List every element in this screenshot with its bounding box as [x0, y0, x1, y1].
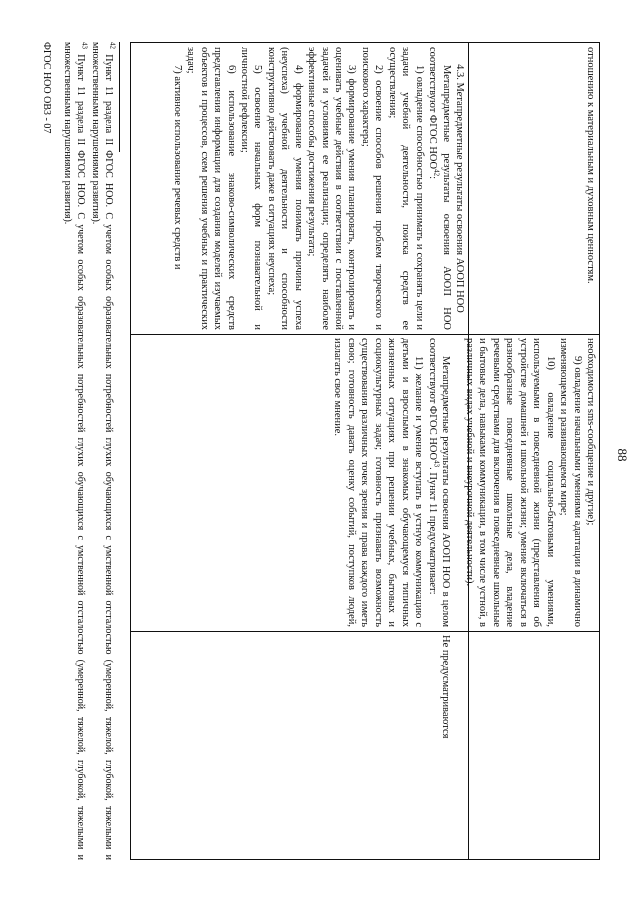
list-item: 1) овладение способностью принимать и сохранять цели и задачи учебной деятельности, поиска средств ее осуществления;: [386, 47, 425, 330]
intro-end: :: [427, 176, 439, 180]
list-item: 5) освоение начальных форм познавательной и личностной рефлексии;: [239, 47, 264, 330]
list-item: 11) желание и умение вступать в устную коммуникацию с детьми и взрослыми в знакомых обучающемуся типичных жизненных ситуациях при решении учебных, бытовых и социокультурных задач; готовность признавать возможность существования различных точек зрения и права каждого иметь свою; готовность давать оценку событий, поступков людей, излагать свое мнение.: [332, 338, 425, 627]
metaresults-intro: [426, 47, 453, 330]
row1-col1-cell: [469, 43, 599, 334]
metaresults-intro: [425, 338, 452, 627]
results-table: [130, 42, 600, 860]
row2-col1-cell: [130, 43, 468, 334]
footnote-43: [61, 42, 89, 860]
section-heading: 4.3. Метапредметные результаты освоения АООП НОО: [454, 64, 465, 313]
footer-code: ФГОС НОО ОВЗ - 07: [41, 42, 52, 134]
footnote-ref: 42: [432, 169, 441, 177]
footnote-42: [89, 42, 117, 860]
footnote-number: 42: [108, 42, 117, 49]
list-item: 3) формирование умения планировать, контролировать и оценивать учебные действия в соответствии с поставленной задачей и условиями ее реализации; определять наиболее эффективные способы достижения результата;: [306, 47, 358, 330]
intro-text: Метапредметные результаты освоения АООП НОО в целом соответствуют ФГОС НОО: [426, 338, 451, 627]
list-item: 4) формирование умения понимать причины успеха (неуспеха) учебной деятельности и способности конструктивно действовать даже в ситуациях неуспеха;: [265, 47, 304, 330]
row2-col2-cell: [130, 334, 468, 631]
intro-text: Метапредметные результаты освоения АООП НОО соответствуют ФГОС НОО: [427, 47, 452, 330]
row1-col3-cell: [469, 631, 599, 859]
row1-col1-text: отношению к материальным и духовным ценностям.: [585, 47, 596, 284]
list-item: 2) освоение способов решения проблем творческого и поискового характера;: [359, 47, 385, 330]
list-item: 7) активное использование речевых средств и: [171, 65, 183, 270]
footnote-separator: [119, 42, 120, 152]
not-provided-text: Не предусматриваются: [440, 635, 451, 739]
page-number: 88: [615, 448, 630, 462]
footnote-ref: 43: [432, 460, 441, 468]
row1-col2-cell: [464, 334, 599, 631]
intro-end: . Пункт 11 предусматривает:: [426, 467, 438, 595]
footnote-text: Пункт 11 раздела II ФГОС НОО. С учетом особых образовательных потребностей глухих обучающихся с умственной отсталостью (умеренной, тяжелой, глубокой, тяжелыми и множественными нарушениями развития).: [62, 42, 86, 860]
row1-col2-item: 9) овладение начальными умениями адаптации в динамично изменяющемся и развивающемся мире;: [558, 338, 583, 627]
row2-col3-cell: [130, 631, 468, 859]
row1-col2-item: 10) овладение социально-бытовыми умениями, используемыми в повседневной жизни (представления об устройстве домашней и школьной жизни; умение включаться в разнообразные повседневные школьные дела, владение речевыми средствами для включения в повседневные школьные и бытовые дела, навыками коммуникации, в том числе устной, в различных видах учебной и внеурочной деятельности).: [464, 338, 556, 627]
footnote-number: 43: [80, 42, 89, 49]
row1-col2-prefix: необходимости sms-сообщение и другие);: [585, 338, 596, 526]
footnote-text: Пункт 11 раздела II ФГОС НОО. С учетом особых образовательных потребностей глухих обучающихся с умственной отсталостью (умеренной, тяжелой, глубокой, тяжелыми и множественными нарушениями развития).: [90, 42, 114, 860]
list-item: 6) использование знаково-символических средств представления информации для создания моделей изучаемых объектов и процессов, схем решения учебных и практических задач;: [185, 47, 237, 330]
